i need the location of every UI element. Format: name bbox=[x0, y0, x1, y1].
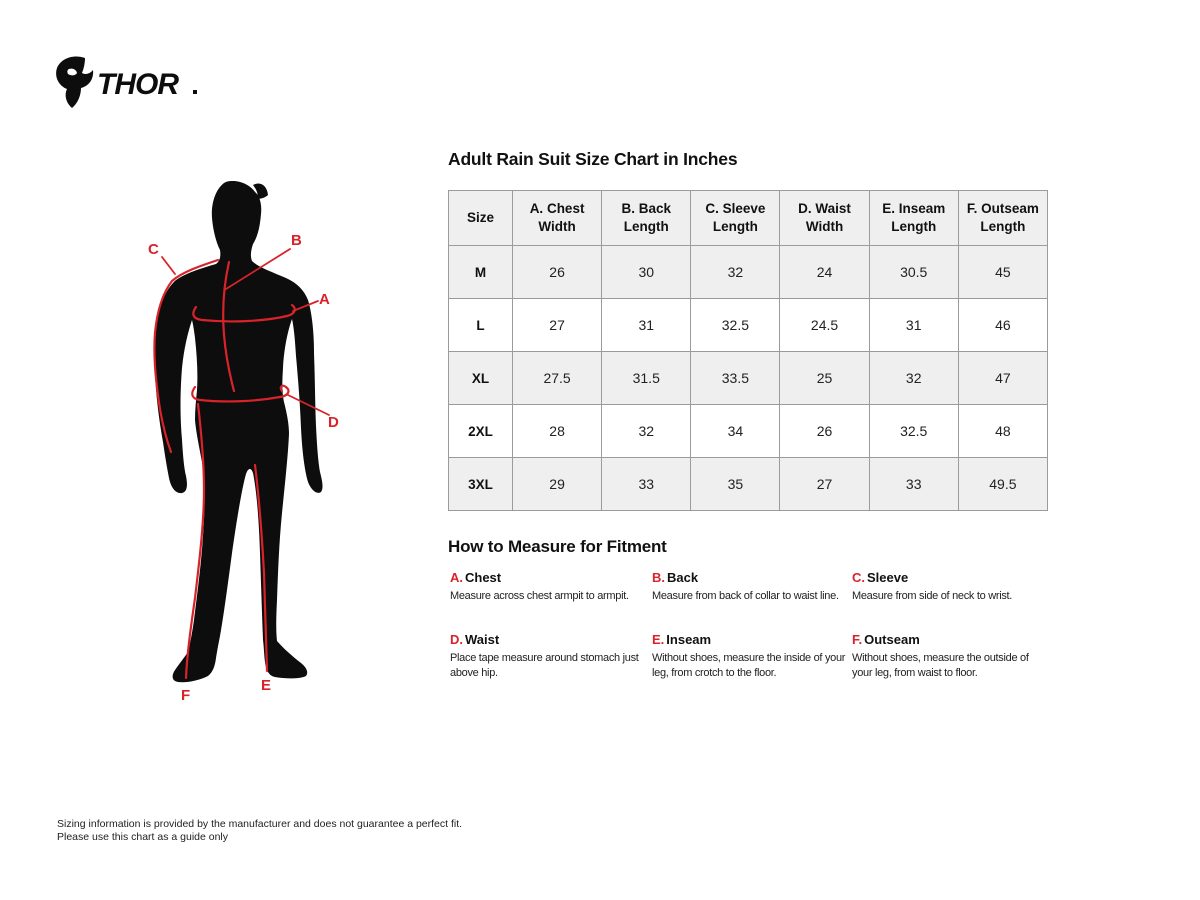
value-cell: 35 bbox=[691, 458, 780, 511]
body-silhouette bbox=[155, 181, 323, 682]
value-cell: 32 bbox=[691, 246, 780, 299]
thor-horn-icon bbox=[56, 56, 93, 108]
measure-item-sleeve bbox=[852, 570, 1062, 604]
measure-item-label bbox=[652, 570, 852, 585]
value-cell: 24.5 bbox=[780, 299, 869, 352]
measure-description: Measure from side of neck to wrist. bbox=[852, 590, 1013, 602]
value-cell: 47 bbox=[958, 352, 1047, 405]
measure-item-waist bbox=[450, 632, 652, 681]
measure-letter: F. bbox=[852, 631, 863, 647]
size-cell: M bbox=[449, 246, 513, 299]
measure-letter: E. bbox=[652, 631, 665, 647]
diagram-label-c: C bbox=[148, 241, 159, 258]
value-cell: 34 bbox=[691, 405, 780, 458]
measure-name: Chest bbox=[465, 570, 502, 585]
value-cell: 29 bbox=[513, 458, 602, 511]
measure-name: Inseam bbox=[666, 631, 712, 647]
disclaimer-line-2: Please use this chart as a guide only bbox=[57, 831, 229, 844]
value-cell: 32 bbox=[602, 405, 691, 458]
value-cell: 28 bbox=[513, 405, 602, 458]
measure-name: Sleeve bbox=[867, 570, 909, 585]
column-header-size: Size bbox=[449, 191, 513, 246]
column-header-back: B. Back Length bbox=[602, 191, 691, 246]
measure-item-label bbox=[450, 570, 652, 585]
value-cell: 46 bbox=[958, 299, 1047, 352]
measure-letter: A. bbox=[450, 570, 463, 585]
value-cell: 33.5 bbox=[691, 352, 780, 405]
label-c-pointer-line bbox=[162, 257, 175, 274]
measure-item-outseam bbox=[852, 632, 1062, 681]
measure-letter: B. bbox=[652, 570, 665, 585]
thor-logo-text: THOR bbox=[97, 68, 178, 101]
how-to-measure-grid bbox=[450, 570, 1090, 681]
column-header-outseam: F. Outseam Length bbox=[958, 191, 1047, 246]
value-cell: 45 bbox=[958, 246, 1047, 299]
value-cell: 30.5 bbox=[869, 246, 958, 299]
size-cell: 3XL bbox=[449, 458, 513, 511]
measure-description: Measure from back of collar to waist line. bbox=[652, 590, 839, 602]
diagram-label-d: D bbox=[328, 414, 339, 431]
value-cell: 31.5 bbox=[602, 352, 691, 405]
value-cell: 32 bbox=[869, 352, 958, 405]
value-cell: 27 bbox=[780, 458, 869, 511]
diagram-label-b: B bbox=[291, 232, 302, 249]
measure-description: Place tape measure around stomach just above hip. bbox=[450, 651, 639, 679]
diagram-label-a: A bbox=[319, 291, 330, 308]
value-cell: 33 bbox=[869, 458, 958, 511]
measure-description: Without shoes, measure the inside of your leg, from crotch to the floor. bbox=[652, 651, 846, 679]
table-row-xl bbox=[449, 352, 1048, 405]
diagram-label-e: E bbox=[261, 677, 272, 694]
measure-letter: C. bbox=[852, 570, 865, 585]
measure-name: Waist bbox=[465, 631, 500, 647]
size-cell: L bbox=[449, 299, 513, 352]
column-header-waist: D. Waist Width bbox=[780, 191, 869, 246]
measure-item-chest bbox=[450, 570, 652, 604]
value-cell: 27.5 bbox=[513, 352, 602, 405]
measure-letter: D. bbox=[450, 631, 463, 647]
table-header-row bbox=[449, 191, 1048, 246]
value-cell: 26 bbox=[513, 246, 602, 299]
measure-item-label bbox=[450, 632, 652, 647]
how-to-measure-heading: How to Measure for Fitment bbox=[448, 537, 667, 556]
thor-logo-period bbox=[193, 90, 197, 94]
measure-description: Measure across chest armpit to armpit. bbox=[450, 590, 629, 602]
value-cell: 31 bbox=[602, 299, 691, 352]
measure-description: Without shoes, measure the outside of your leg, from waist to floor. bbox=[852, 651, 1029, 679]
value-cell: 30 bbox=[602, 246, 691, 299]
sizing-disclaimer bbox=[57, 818, 462, 844]
value-cell: 48 bbox=[958, 405, 1047, 458]
measure-name: Outseam bbox=[864, 631, 920, 647]
size-chart-title: Adult Rain Suit Size Chart in Inches bbox=[448, 149, 738, 169]
measure-item-inseam bbox=[652, 632, 852, 681]
size-cell: XL bbox=[449, 352, 513, 405]
value-cell: 33 bbox=[602, 458, 691, 511]
column-header-inseam: E. Inseam Length bbox=[869, 191, 958, 246]
table-row-l bbox=[449, 299, 1048, 352]
value-cell: 32.5 bbox=[691, 299, 780, 352]
value-cell: 31 bbox=[869, 299, 958, 352]
measure-item-label bbox=[852, 570, 1062, 585]
value-cell: 24 bbox=[780, 246, 869, 299]
value-cell: 27 bbox=[513, 299, 602, 352]
table-row-m bbox=[449, 246, 1048, 299]
size-cell: 2XL bbox=[449, 405, 513, 458]
table-row-3xl bbox=[449, 458, 1048, 511]
column-header-sleeve: C. Sleeve Length bbox=[691, 191, 780, 246]
measure-name: Back bbox=[667, 570, 699, 585]
value-cell: 32.5 bbox=[869, 405, 958, 458]
column-header-chest: A. Chest Width bbox=[513, 191, 602, 246]
disclaimer-line-1: Sizing information is provided by the manufacturer and does not guarantee a perfect fit. bbox=[57, 818, 463, 830]
body-measurement-diagram bbox=[120, 168, 382, 712]
measure-item-label bbox=[652, 632, 852, 647]
diagram-label-f: F bbox=[181, 687, 191, 704]
thor-logo bbox=[55, 56, 215, 108]
value-cell: 49.5 bbox=[958, 458, 1047, 511]
size-chart-table bbox=[448, 190, 1048, 511]
table-row-2xl bbox=[449, 405, 1048, 458]
measure-item-back bbox=[652, 570, 852, 604]
value-cell: 25 bbox=[780, 352, 869, 405]
measure-item-label bbox=[852, 632, 1062, 647]
value-cell: 26 bbox=[780, 405, 869, 458]
